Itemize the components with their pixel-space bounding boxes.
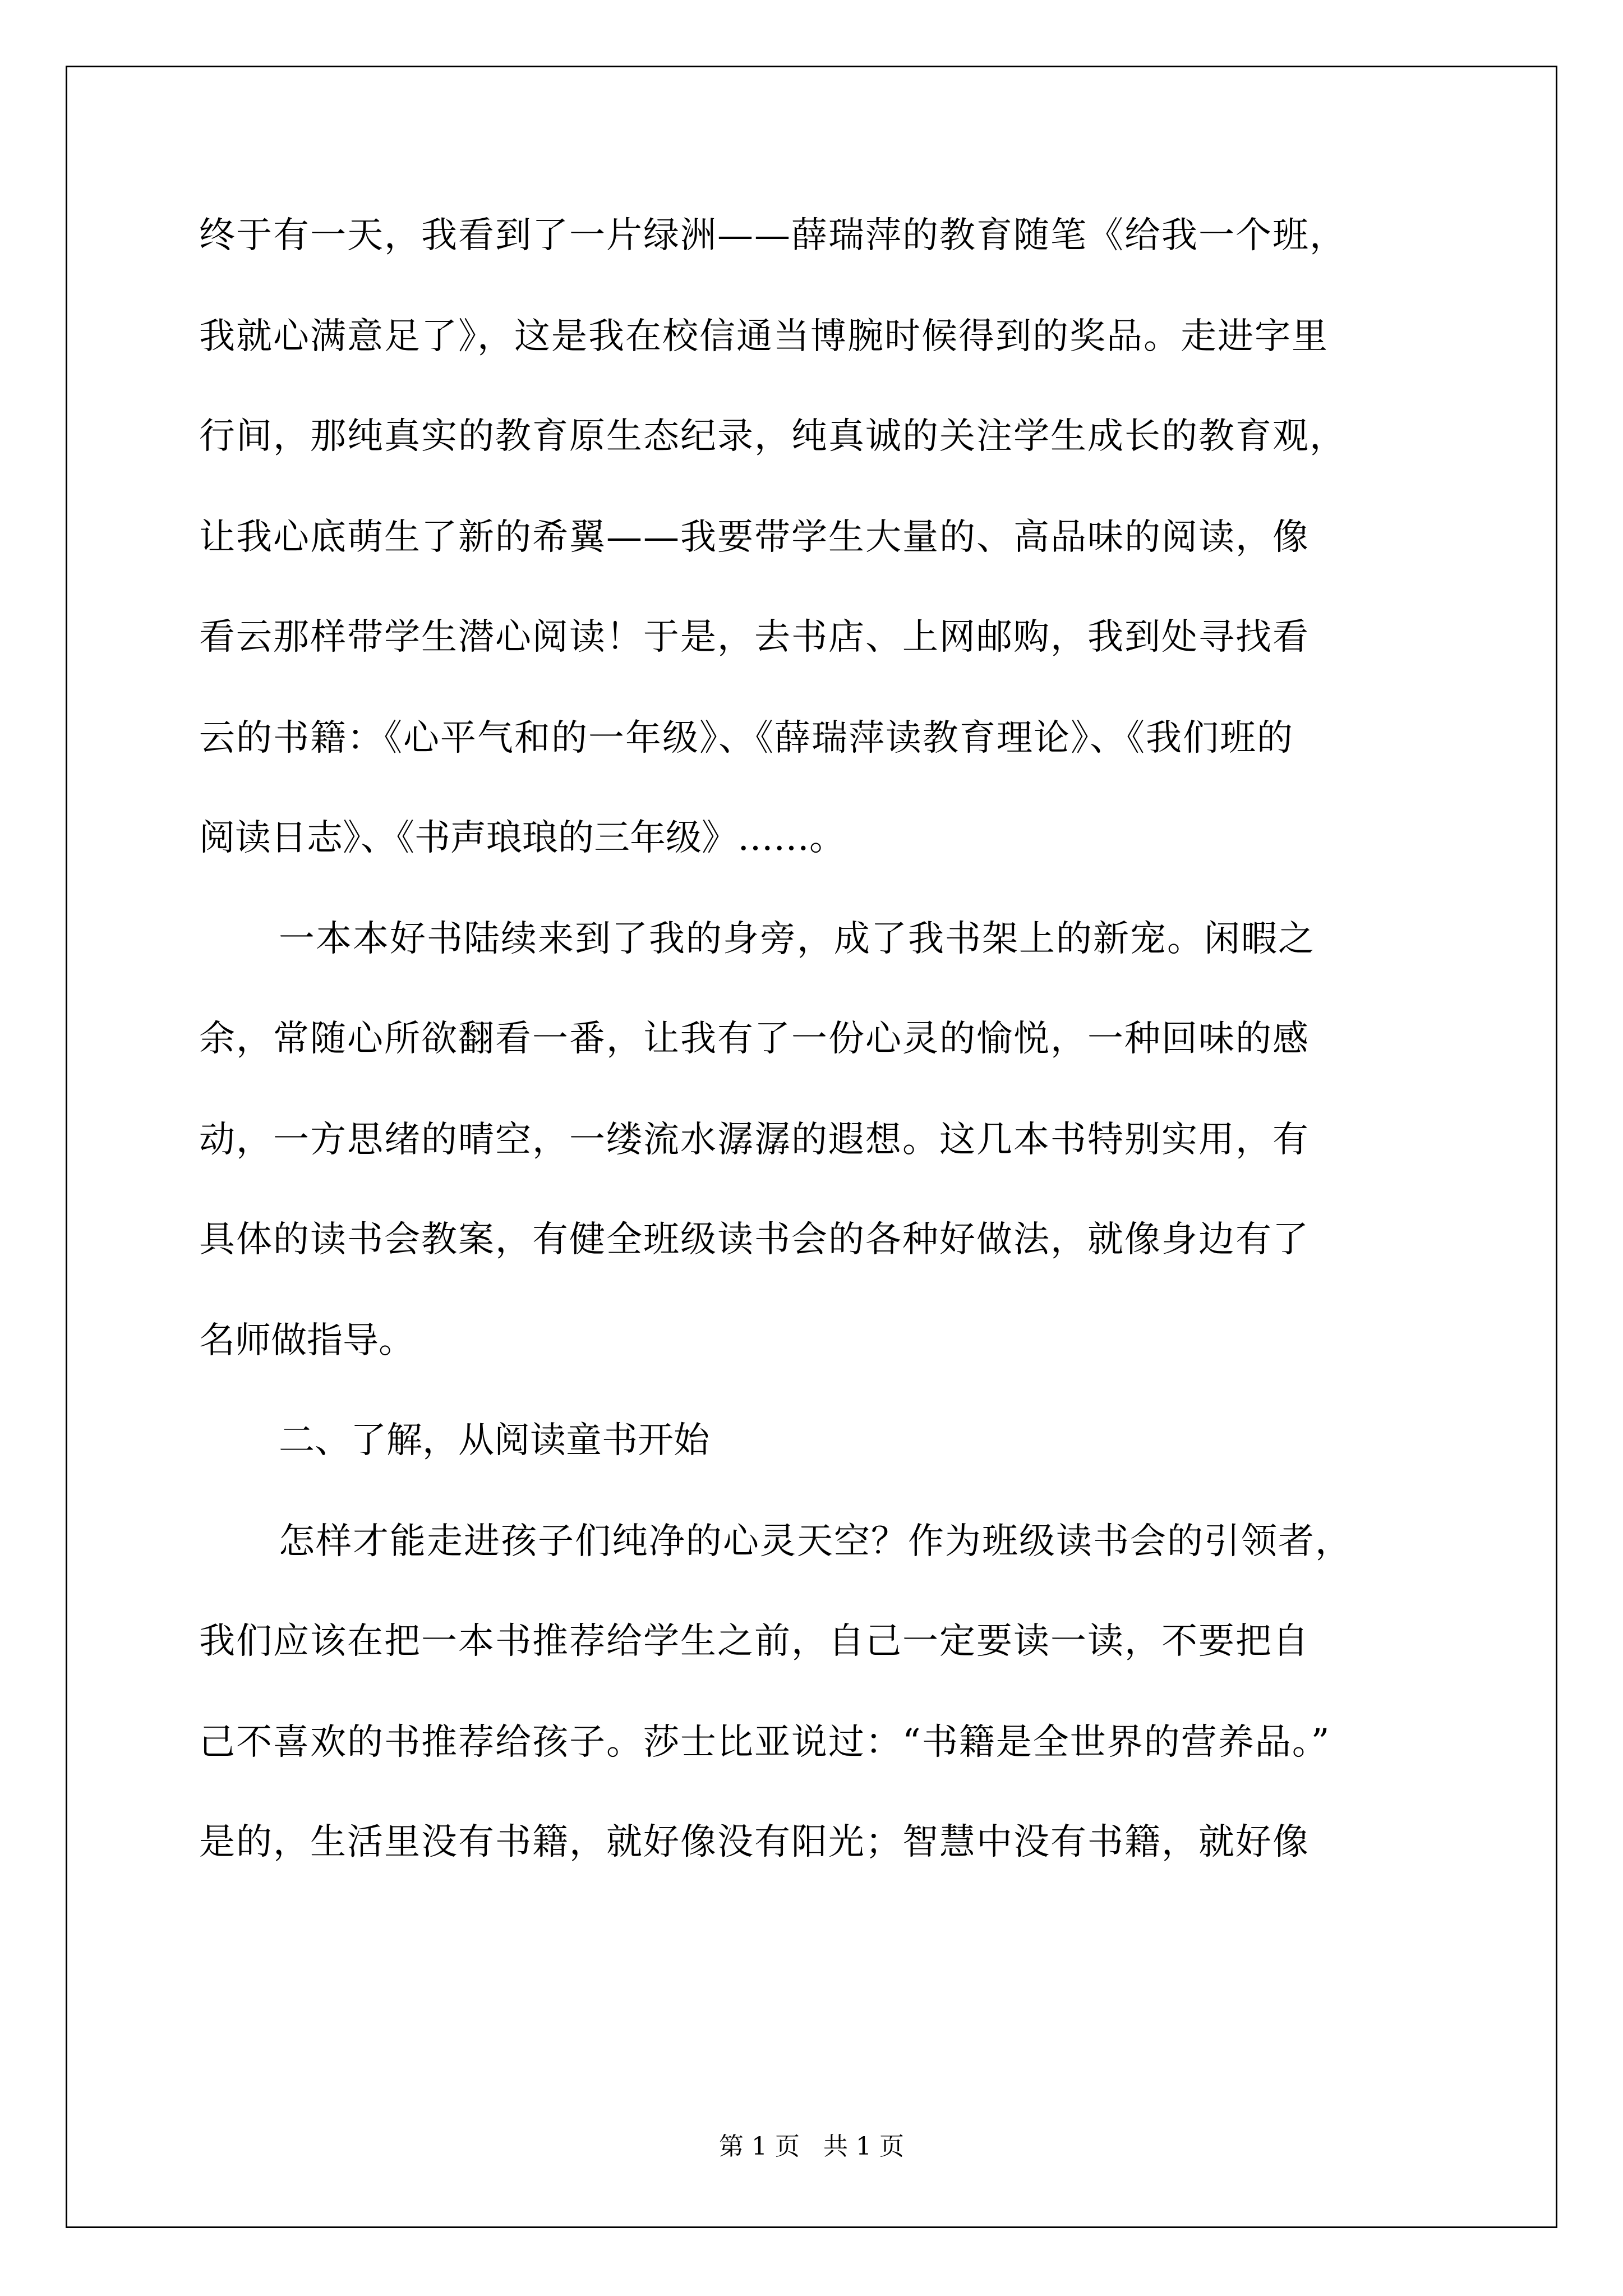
paragraph-2-line-4: 具体的读书会教案，有健全班级读书会的各种好做法，就像身边有了 <box>199 1219 1310 1260</box>
paragraph-3-line-4: 是的，生活里没有书籍，就好像没有阳光；智慧中没有书籍，就好像 <box>199 1821 1310 1863</box>
paragraph-1-line-4: 让我心底萌生了新的希翼——我要带学生大量的、高品味的阅读，像 <box>199 517 1310 558</box>
paragraph-1-line-1: 终于有一天，我看到了一片绿洲——薛瑞萍的教育随笔《给我一个班， <box>199 215 1347 256</box>
paragraph-1-line-6: 云的书籍：《心平气和的一年级》、《薛瑞萍读教育理论》、《我们班的 <box>199 717 1294 759</box>
paragraph-2-line-5: 名师做指导。 <box>199 1320 414 1361</box>
paragraph-2-line-2: 余，常随心所欲翻看一番，让我有了一份心灵的愉悦，一种回味的感 <box>199 1018 1310 1060</box>
paragraph-1-line-7: 阅读日志》、《书声琅琅的三年级》……。 <box>199 817 845 859</box>
page-footer: 第 1 页 共 1 页 <box>719 2132 904 2161</box>
paragraph-3-line-3: 己不喜欢的书推荐给孩子。莎士比亚说过：“书籍是全世界的营养品。” <box>199 1722 1331 1763</box>
section-heading: 二、了解，从阅读童书开始 <box>279 1420 709 1461</box>
paragraph-2-line-3: 动，一方思绪的晴空，一缕流水潺潺的遐想。这几本书特别实用，有 <box>199 1119 1310 1161</box>
paragraph-1-line-5: 看云那样带学生潜心阅读！于是，去书店、上网邮购，我到处寻找看 <box>199 616 1310 658</box>
paragraph-3-line-2: 我们应该在把一本书推荐给学生之前，自己一定要读一读，不要把自 <box>199 1621 1310 1662</box>
paragraph-1-line-3: 行间，那纯真实的教育原生态纪录，纯真诚的关注学生成长的教育观， <box>199 416 1347 457</box>
paragraph-1-line-2: 我就心满意足了》，这是我在校信通当博腕时候得到的奖品。走进字里 <box>199 316 1329 357</box>
paragraph-3-line-1: 怎样才能走进孩子们纯净的心灵天空？作为班级读书会的引领者， <box>279 1521 1352 1562</box>
paragraph-2-line-1: 一本本好书陆续来到了我的身旁，成了我书架上的新宠。闲暇之 <box>279 918 1315 960</box>
